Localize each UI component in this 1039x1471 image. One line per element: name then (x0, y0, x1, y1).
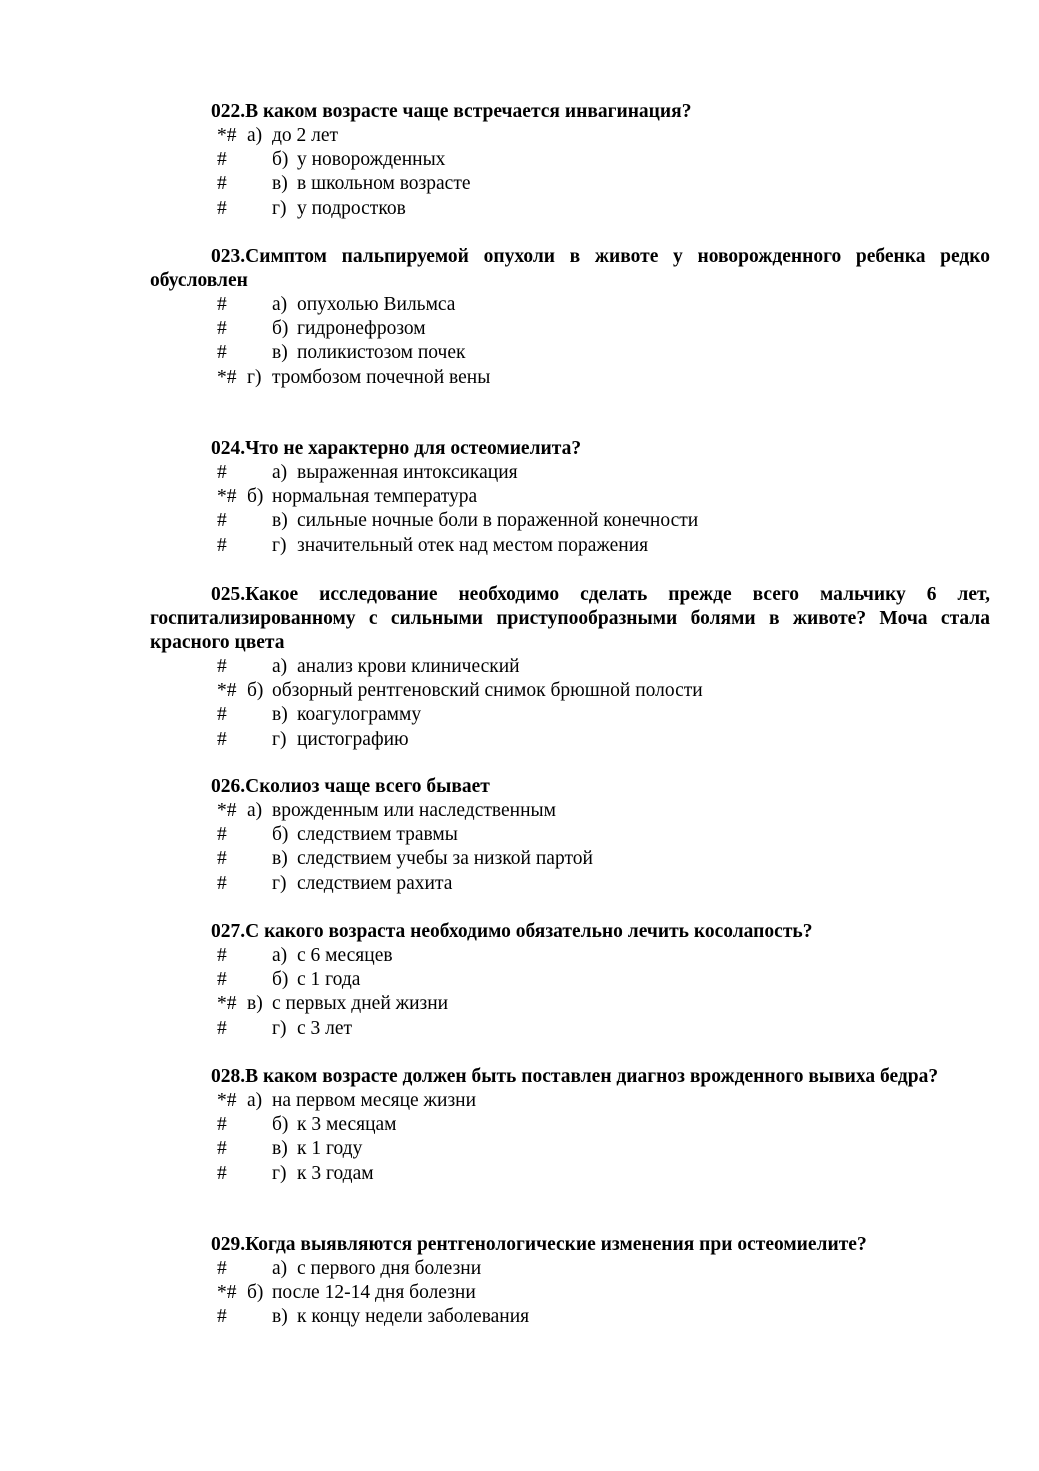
option-text: врожденным или наследственным (272, 800, 556, 821)
option-text: с 3 лет (297, 1017, 353, 1039)
option-letter: а) (272, 294, 288, 315)
answer-marker: *# (217, 1090, 237, 1111)
answer-marker: # (217, 173, 227, 195)
answer-option (150, 1257, 990, 1281)
option-letter: в) (272, 1306, 288, 1328)
answer-marker: # (217, 969, 227, 991)
answer-marker: # (217, 1017, 227, 1039)
question-023 (150, 245, 990, 390)
option-text: следствием травмы (297, 824, 458, 846)
answer-marker: # (217, 1138, 227, 1160)
answer-marker: *# (217, 993, 237, 1015)
answer-option (150, 968, 990, 992)
option-text: у новорожденных (297, 149, 446, 171)
question-title: 023.Симптом пальпируемой опухоли в животе у новорожденного ребенка редко обусловлен (150, 246, 990, 291)
option-letter: в) (272, 1138, 288, 1160)
answer-option (150, 1305, 990, 1329)
question-024 (150, 437, 990, 558)
option-letter: г) (247, 366, 262, 388)
question-022 (150, 100, 990, 221)
option-letter: в) (272, 173, 288, 195)
answer-marker: # (217, 728, 227, 750)
option-text: до 2 лет (272, 125, 339, 146)
answer-option (150, 1113, 990, 1137)
answer-marker: # (217, 945, 227, 966)
option-text: следствием рахита (297, 872, 453, 894)
answer-option (150, 172, 990, 196)
option-letter: г) (272, 197, 287, 219)
option-text: анализ крови клинический (297, 656, 520, 677)
option-letter: а) (247, 1090, 263, 1111)
answer-marker: # (217, 1306, 227, 1328)
option-letter: г) (272, 1162, 287, 1184)
option-letter: б) (247, 680, 264, 702)
option-text: к концу недели заболевания (297, 1306, 530, 1328)
answer-option (150, 847, 990, 871)
answer-marker: *# (217, 486, 237, 508)
option-letter: а) (272, 1258, 288, 1279)
answer-marker: *# (217, 366, 237, 388)
question-title: 022.В каком возрасте чаще встречается инвагинация? (211, 101, 692, 122)
answer-option (150, 992, 990, 1016)
option-letter: а) (247, 800, 263, 821)
option-letter: в) (272, 342, 288, 364)
option-text: значительный отек над местом поражения (297, 534, 649, 556)
answer-marker: # (217, 1258, 227, 1279)
answer-marker: # (217, 704, 227, 726)
answer-option (150, 534, 990, 558)
answer-marker: # (217, 1114, 227, 1136)
option-text: у подростков (297, 197, 406, 219)
option-letter: г) (272, 534, 287, 556)
question-025 (150, 583, 990, 752)
answer-option (150, 679, 990, 703)
answer-marker: # (217, 462, 227, 483)
question-028 (150, 1065, 990, 1186)
option-letter: б) (247, 486, 264, 508)
option-letter: а) (247, 125, 263, 146)
answer-option (150, 799, 990, 823)
question-title: 027.С какого возраста необходимо обязательно лечить косолапость? (211, 921, 813, 942)
option-text: с 1 года (297, 969, 361, 991)
answer-option (150, 1089, 990, 1113)
option-text: сильные ночные боли в пораженной конечности (297, 510, 699, 532)
answer-marker: # (217, 342, 227, 364)
question-029 (150, 1233, 990, 1330)
option-text: цистографию (297, 728, 409, 750)
answer-option (150, 317, 990, 341)
answer-marker: # (217, 848, 227, 870)
answer-option (150, 341, 990, 365)
answer-option (150, 872, 990, 896)
answer-option (150, 728, 990, 752)
answer-option (150, 293, 990, 317)
answer-option (150, 148, 990, 172)
answer-option (150, 366, 990, 390)
answer-marker: # (217, 656, 227, 677)
answer-marker: *# (217, 800, 237, 821)
option-letter: в) (247, 993, 263, 1015)
option-text: к 3 годам (297, 1162, 374, 1184)
answer-marker: # (217, 149, 227, 171)
option-text: к 1 году (297, 1138, 363, 1160)
question-title: 025.Какое исследование необходимо сделать прежде всего мальчику 6 лет, госпитализированному с сильными приступообразными болями в животе? Моча стала красного цвета (150, 584, 990, 653)
option-text: поликистозом почек (297, 342, 466, 364)
option-text: с первых дней жизни (272, 993, 449, 1015)
question-title: 026.Сколиоз чаще всего бывает (211, 776, 490, 797)
answer-marker: *# (217, 125, 237, 146)
option-letter: б) (272, 969, 289, 991)
option-text: тромбозом почечной вены (272, 366, 491, 388)
answer-marker: # (217, 318, 227, 340)
option-letter: б) (272, 1114, 289, 1136)
answer-option (150, 461, 990, 485)
option-letter: г) (272, 728, 287, 750)
option-letter: г) (272, 872, 287, 894)
answer-marker: # (217, 534, 227, 556)
answer-option (150, 703, 990, 727)
answer-option (150, 823, 990, 847)
option-text: с 6 месяцев (297, 945, 393, 966)
answer-marker: # (217, 510, 227, 532)
question-title: 028.В каком возрасте должен быть поставлен диагноз врожденного вывиха бедра? (211, 1066, 939, 1087)
option-letter: б) (272, 824, 289, 846)
answer-marker: # (217, 1162, 227, 1184)
option-text: выраженная интоксикация (297, 462, 518, 483)
answer-option (150, 124, 990, 148)
option-letter: а) (272, 945, 288, 966)
answer-marker: *# (217, 1282, 237, 1304)
option-text: с первого дня болезни (297, 1258, 482, 1279)
option-text: на первом месяце жизни (272, 1090, 477, 1111)
option-text: в школьном возрасте (297, 173, 471, 195)
option-text: после 12-14 дня болезни (272, 1282, 476, 1304)
answer-option (150, 509, 990, 533)
option-letter: в) (272, 704, 288, 726)
answer-option (150, 944, 990, 968)
option-letter: в) (272, 848, 288, 870)
answer-option (150, 1281, 990, 1305)
option-text: следствием учебы за низкой партой (297, 848, 593, 870)
option-letter: б) (247, 1282, 264, 1304)
option-text: обзорный рентгеновский снимок брюшной полости (272, 680, 703, 702)
option-letter: а) (272, 656, 288, 677)
question-title: 024.Что не характерно для остеомиелита? (211, 438, 582, 459)
answer-marker: # (217, 824, 227, 846)
answer-option (150, 197, 990, 221)
answer-marker: # (217, 872, 227, 894)
option-letter: б) (272, 149, 289, 171)
option-letter: б) (272, 318, 289, 340)
answer-marker: # (217, 197, 227, 219)
option-text: к 3 месяцам (297, 1114, 397, 1136)
question-026 (150, 775, 990, 896)
answer-marker: *# (217, 680, 237, 702)
option-letter: в) (272, 510, 288, 532)
option-letter: г) (272, 1017, 287, 1039)
option-text: гидронефрозом (297, 318, 426, 340)
answer-option (150, 655, 990, 679)
option-text: опухолью Вильмса (297, 294, 456, 315)
answer-option (150, 1017, 990, 1041)
question-title: 029.Когда выявляются рентгенологические изменения при остеомиелите? (211, 1234, 867, 1255)
answer-marker: # (217, 294, 227, 315)
option-text: коагулограмму (297, 704, 422, 726)
answer-option (150, 485, 990, 509)
question-027 (150, 920, 990, 1041)
answer-option (150, 1162, 990, 1186)
option-text: нормальная температура (272, 486, 478, 508)
option-letter: а) (272, 462, 288, 483)
answer-option (150, 1137, 990, 1161)
